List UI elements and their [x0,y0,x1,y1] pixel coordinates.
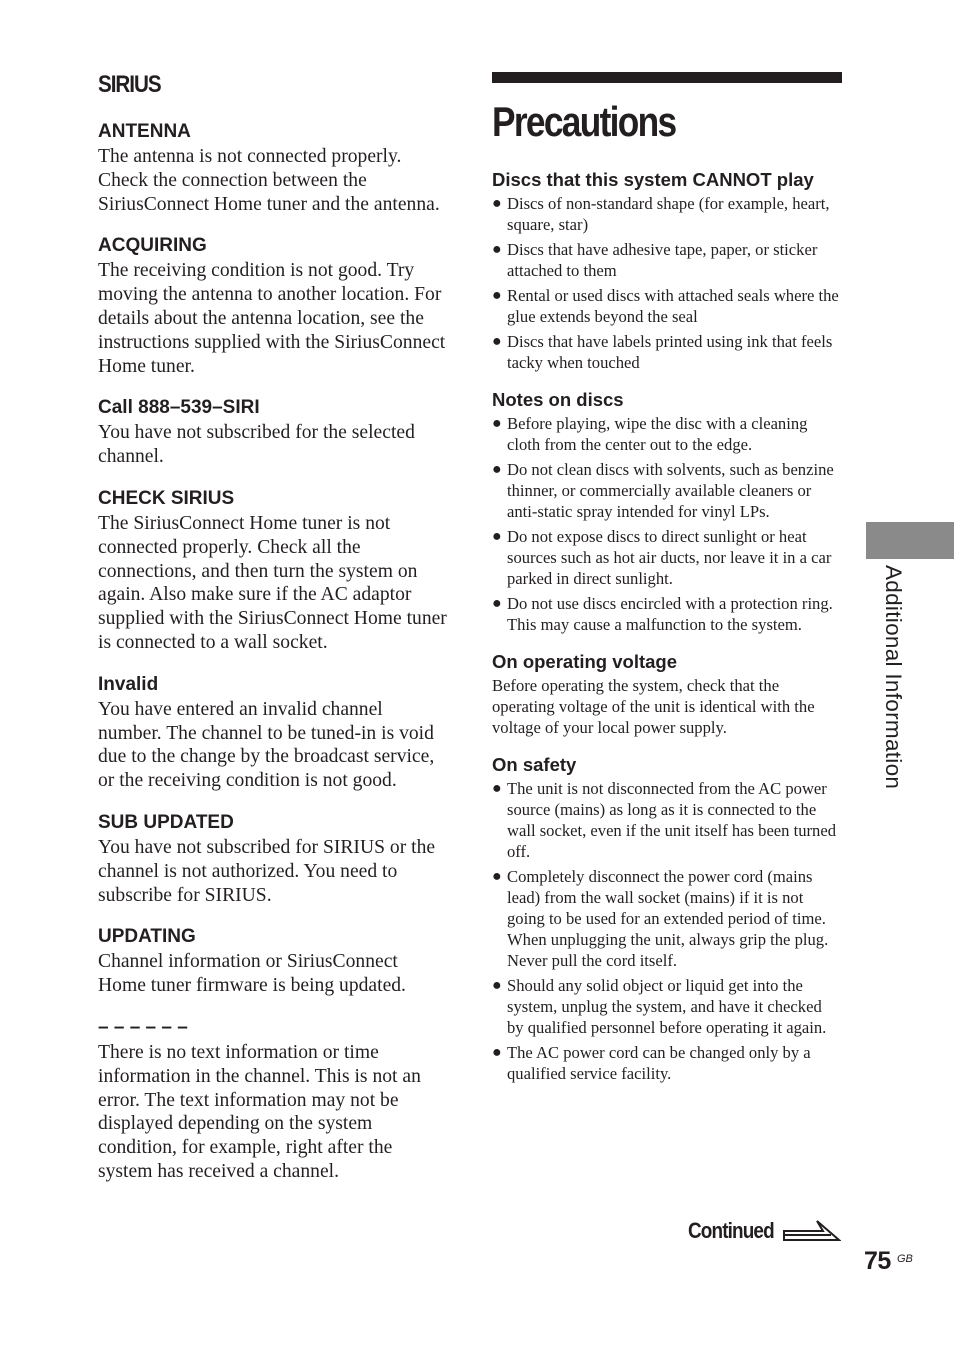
subsection-heading: Discs that this system CANNOT play [492,169,814,190]
entry-title: ACQUIRING [98,235,207,257]
section-title-sirius: SIRIUS [98,71,161,98]
entry-body: You have not subscribed for SIRIUS or the channel is not authorized. You need to subscribe for SIRIUS. [98,836,436,906]
message-entry-acquiring [98,235,450,378]
entry-body: There is no text information or time information in the channel. This is not an error. The text information may not be displayed depending on the system condition, for example, right after the system has received a channel. [98,1041,421,1182]
list-item: ● The AC power cord can be changed only by a qualified service facility. [492,1043,811,1083]
entry-title: CHECK SIRIUS [98,487,235,509]
list-item: ● Do not expose discs to direct sunlight or heat sources such as hot air ducts, nor leave it in a car parked in direct sunlight. [492,527,832,588]
entry-title: – – – – – – [98,1016,188,1038]
list-item: ● Do not clean discs with solvents, such as benzine thinner, or commercially available cleaners or anti-static spray intended for vinyl LPs. [492,460,834,521]
bullet-icon: ● [492,461,502,478]
bullet-icon: ● [492,195,502,212]
continued-label: Continued [688,1218,774,1243]
message-entry-antenna [98,121,450,216]
bullet-icon: ● [492,333,502,350]
bullet-list [492,778,842,1084]
section-discs-cannot-play [492,169,842,373]
continued-arrow-icon [783,1218,841,1244]
bullet-icon: ● [492,595,502,612]
message-entry-dashes [98,1017,450,1184]
voltage-text: Before operating the system, check that the operating voltage of the unit is identical with the voltage of your local power supply. [492,676,815,737]
list-item: ● Rental or used discs with attached seals where the glue extends beyond the seal [492,286,839,326]
entry-body: The SiriusConnect Home tuner is not connected properly. Check all the connections, and then turn the system on again. Also make sure if the AC adaptor supplied with the SiriusConnect Home tuner is connected to a wall socket. [98,512,447,653]
left-column [98,70,450,1184]
entry-body: You have entered an invalid channel number. The channel to be tuned-in is void due to the change by the broadcast service, or the receiving condition is not good. [98,698,435,792]
bullet-list [492,413,842,635]
list-item: ● Before playing, wipe the disc with a cleaning cloth from the center out to the edge. [492,414,808,454]
bullet-list [492,193,842,373]
list-item: ● Discs that have adhesive tape, paper, or sticker attached to them [492,240,818,280]
list-item: ● Should any solid object or liquid get into the system, unplug the system, and have it checked by qualified personnel before operating it again. [492,976,827,1037]
list-item: ● The unit is not disconnected from the AC power source (mains) as long as it is connected to the wall socket, even if the unit itself has been turned off. [492,779,837,861]
section-tab-marker [866,522,954,559]
page-title: Precautions [492,98,676,145]
bullet-icon: ● [492,415,502,432]
subsection-heading: Notes on discs [492,389,624,410]
list-item: ● Discs that have labels printed using ink that feels tacky when touched [492,332,833,372]
entry-title: Invalid [98,673,159,695]
entry-body: The receiving condition is not good. Try moving the antenna to another location. For details about the antenna location, see the instructions supplied with the SiriusConnect Home tuner. [98,260,446,377]
page-number: 75 [864,1247,891,1275]
bullet-icon: ● [492,1044,502,1061]
subsection-heading: On operating voltage [492,651,678,672]
entry-title: ANTENNA [98,121,191,142]
side-section-label [881,565,906,827]
list-item: ● Discs of non-standard shape (for example, heart, square, star) [492,194,830,234]
entry-title: Call 888–539–SIRI [98,397,260,419]
section-notes-on-discs [492,389,842,635]
entry-body: Channel information or SiriusConnect Home tuner firmware is being updated. [98,951,406,997]
entry-title: UPDATING [98,926,196,948]
entry-body: You have not subscribed for the selected channel. [98,422,415,468]
message-entry-check-sirius [98,488,450,655]
message-entry-invalid [98,674,450,793]
entry-body: The antenna is not connected properly. Check the connection between the SiriusConnect Home tuner and the antenna. [98,146,440,215]
bullet-icon: ● [492,241,502,258]
right-column [492,72,842,1084]
message-entry-sub-updated [98,812,450,907]
continued-indicator [688,1216,841,1246]
entry-title: SUB UPDATED [98,811,234,833]
bullet-icon: ● [492,868,502,885]
bullet-icon: ● [492,977,502,994]
subsection-heading: On safety [492,754,577,775]
bullet-icon: ● [492,528,502,545]
message-entry-updating [98,926,450,998]
bullet-icon: ● [492,287,502,304]
title-rule [492,72,842,83]
list-item: ● Do not use discs encircled with a protection ring. This may cause a malfunction to the system. [492,594,833,634]
page-number-suffix: GB [897,1253,913,1265]
section-operating-voltage [492,651,842,738]
side-section-label-text: Additional Information [881,565,906,790]
bullet-icon: ● [492,780,502,797]
section-on-safety [492,754,842,1084]
list-item: ● Completely disconnect the power cord (mains lead) from the wall socket (mains) if it is not going to be used for an extended period of time. When unplugging the unit, always grip the plug. Never pull the cord itself. [492,867,829,970]
message-entry-call [98,397,450,469]
